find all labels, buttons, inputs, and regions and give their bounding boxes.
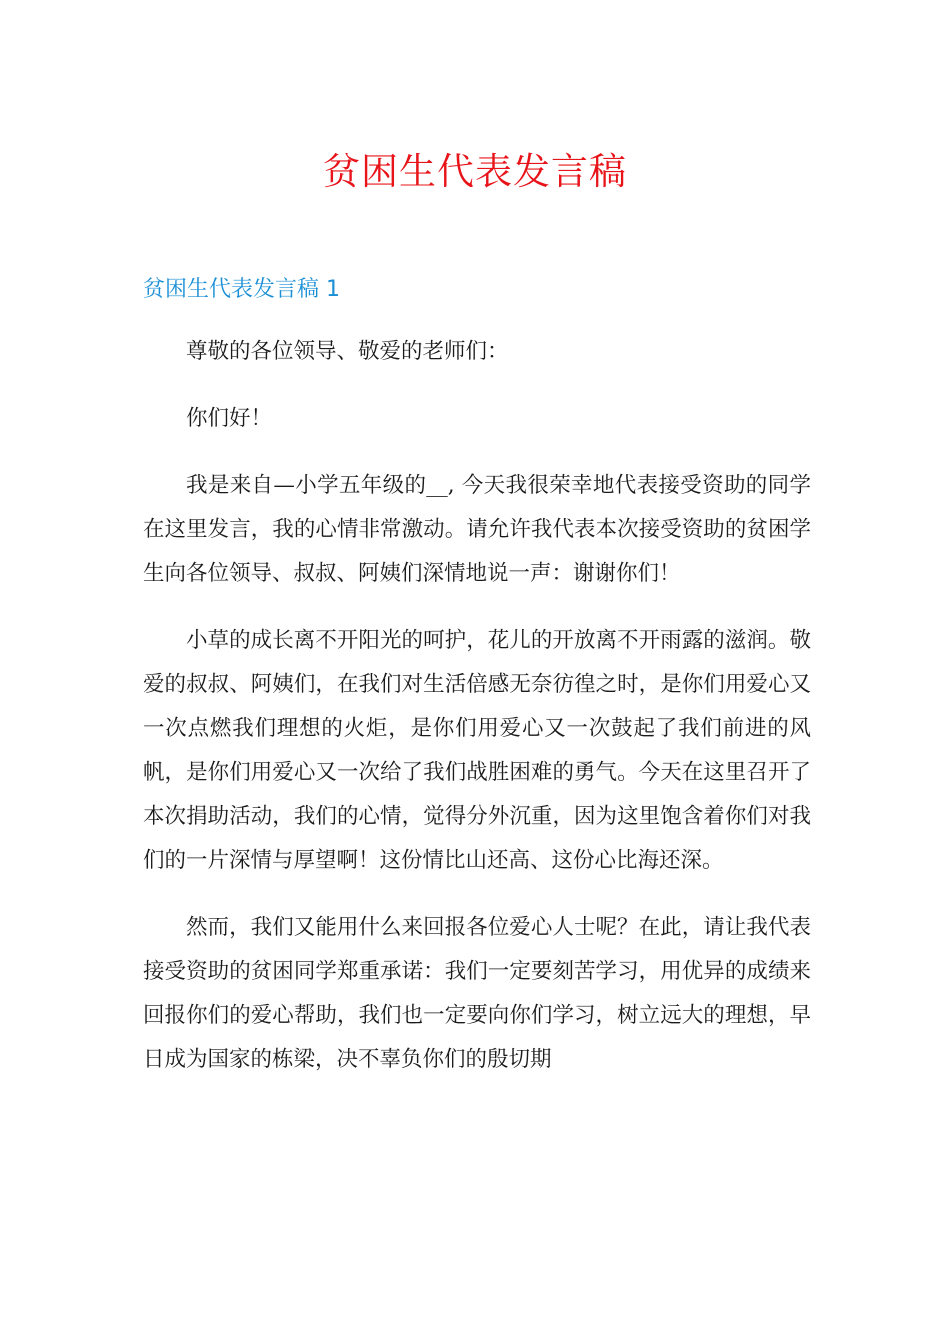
paragraph-promise: 然而，我们又能用什么来回报各位爱心人士呢？在此，请让我代表接受资助的贫困同学郑重承诺：我们一定要刻苦学习，用优异的成绩来回报你们的爱心帮助，我们也一定要向你们学习，树立远大的理想，早日成为国家的栋梁，决不辜负你们的殷切期 <box>143 915 811 1072</box>
paragraph-salutation: 尊敬的各位领导、敬爱的老师们： <box>186 339 509 364</box>
paragraph-introduction: 我是来自—小学五年级的__, 今天我很荣幸地代表接受资助的同学在这里发言，我的心情非常激动。请允许我代表本次接受资助的贫困学生向各位领导、叔叔、阿姨们深情地说一声：谢谢你们！ <box>143 473 811 586</box>
document-body <box>143 330 811 1105</box>
document-title: 贫困生代表发言稿 <box>323 150 627 193</box>
paragraph-greeting: 你们好！ <box>186 406 273 431</box>
paragraph-gratitude: 小草的成长离不开阳光的呵护，花儿的开放离不开雨露的滋润。敬爱的叔叔、阿姨们，在我们对生活倍感无奈彷徨之时，是你们用爱心又一次点燃我们理想的火炬，是你们用爱心又一次鼓起了我们前进的风帆，是你们用爱心又一次给了我们战胜困难的勇气。今天在这里召开了本次捐助活动，我们的心情，觉得分外沉重，因为这里饱含着你们对我们的一片深情与厚望啊！这份情比山还高、这份心比海还深。 <box>143 628 811 873</box>
section-heading: 贫困生代表发言稿 1 <box>143 277 340 302</box>
